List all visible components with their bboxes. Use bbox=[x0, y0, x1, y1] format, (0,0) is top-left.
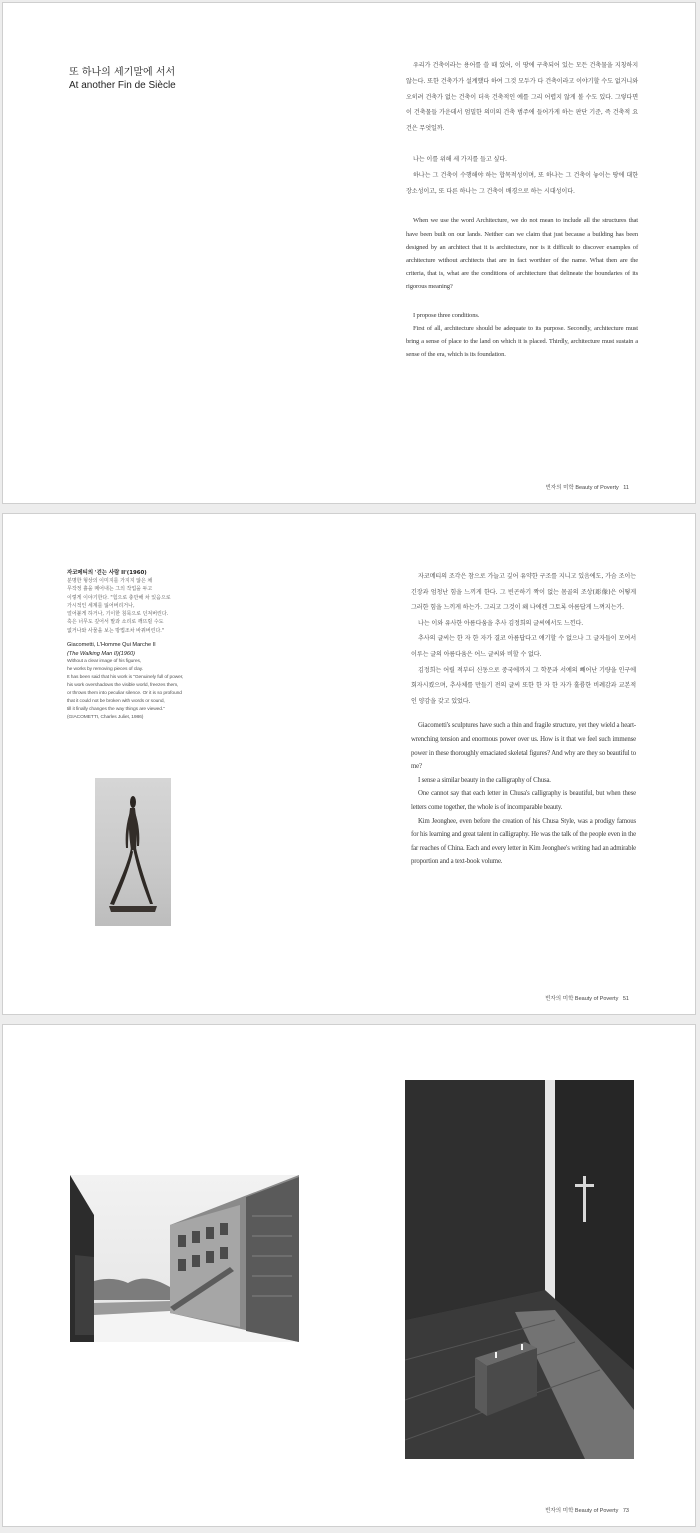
korean-paragraph: 추사의 글씨는 한 자 한 자가 결코 아름답다고 얘기할 수 없으나 그 글자들이 모여서 이루는 글의 아름다움은 어느 글씨와 비할 수 없다. bbox=[411, 635, 636, 658]
page-number: 73 bbox=[622, 1508, 629, 1514]
page-footer bbox=[545, 483, 629, 491]
caption-line-english: Without a clear image of his figures, bbox=[67, 659, 142, 665]
footer-book-title-ko: 빈자의 미학 bbox=[545, 996, 574, 1002]
page2-body-text bbox=[411, 569, 636, 869]
concrete-building-photo bbox=[70, 1175, 299, 1342]
page-number: 11 bbox=[623, 485, 629, 491]
image-caption bbox=[67, 569, 217, 722]
chapter-title-english: At another Fin de Siècle bbox=[69, 80, 176, 91]
caption-line-english: or throws them into peculiar silence. Or it is so profound bbox=[67, 691, 182, 697]
footer-book-title-en: Beauty of Poverty bbox=[574, 1508, 619, 1514]
caption-line-english: that it could not be broken with words or sound, bbox=[67, 699, 165, 705]
book-page-73 bbox=[2, 1024, 696, 1527]
footer-book-title-ko: 빈자의 미학 bbox=[545, 1508, 574, 1514]
english-paragraph: I propose three conditions. bbox=[413, 311, 480, 319]
caption-line-korean: 가시적인 세계를 잃어버리거나, bbox=[67, 602, 135, 609]
english-paragraph: Giacometti's sculptures have such a thin and fragile structure, yet they wield a heart-wrenching tension and enormous power over us. How is it that we feel such immense power in these thoroughly emaciated skeletal figures? And why are they so beautiful to me? bbox=[411, 722, 636, 771]
caption-line-english: his work overshadows the visible world, freezes them, bbox=[67, 683, 179, 689]
footer-book-title-ko: 빈자의 미학 bbox=[545, 485, 574, 491]
footer-book-title-en: Beauty of Poverty bbox=[575, 485, 619, 491]
caption-line-korean: 혹은 너무도 깊어서 말과 소리로 깨뜨릴 수도 bbox=[67, 619, 164, 626]
page1-body-text bbox=[406, 58, 638, 361]
caption-title-korean: 자코메티의 '걷는 사람 II'(1960) bbox=[67, 570, 147, 576]
korean-paragraph: 자코메티의 조각은 참으로 가늘고 깊어 유약한 구조를 지니고 있음에도, 가슴 조이는 긴장과 엄청난 힘을 느끼게 한다. 그 빈곤하기 짝이 없는 몸골의 조상(彫像)은 어떻게 그러한 힘을 느끼게 하는가. 그리고 그것이 왜 나에겐 그토록 아름답게 느껴지는가. bbox=[411, 573, 636, 612]
english-paragraph: Kim Jeonghee, even before the creation of his Chusa Style, was a prodigy famous for his learning and great talent in calligraphy. He was the talk of the people even in the far reaches of China. Each and every letter in Kim Jeonghee's writing had an admirable proportion and a text-book volume. bbox=[411, 817, 636, 866]
page-number: 51 bbox=[622, 996, 629, 1002]
book-page-51 bbox=[2, 513, 696, 1015]
caption-line-korean: 분명한 형상의 이미지를 가지지 않은 채 bbox=[67, 578, 153, 584]
korean-paragraph: 나는 이를 위해 세 가지를 들고 싶다. bbox=[413, 155, 507, 163]
chapel-illustration bbox=[405, 1080, 634, 1459]
english-paragraph: One cannot say that each letter in Chusa's calligraphy is beautiful, but when these letters come together, the whole is of incomparable beauty. bbox=[411, 790, 636, 811]
english-paragraph: First of all, architecture should be adequate to its purpose. Secondly, architecture must bring a sense of place to the land on which it is placed. Thirdly, architecture must sustain a sense of the era, which is its foundation. bbox=[406, 324, 638, 359]
korean-paragraph: 김정희는 어릴 적부터 신동으로 중국에까지 그 학문과 서예의 빼어난 기량을 인구에 회자시켰으며, 추사체를 만들기 전의 글씨 또한 한 자 한 자가 훌륭한 비례감과 교본적인 양감을 갖고 있었다. bbox=[411, 666, 636, 705]
caption-line-english: he works by removing pieces of clay. bbox=[67, 667, 143, 673]
english-paragraph bbox=[406, 214, 638, 293]
caption-title-english: Giacometti, L'Homme Qui Marche II bbox=[67, 642, 156, 649]
sculpture-figure-illustration bbox=[95, 778, 171, 926]
chapter-title-korean: 또 하나의 세기말에 서서 bbox=[69, 67, 176, 78]
korean-paragraph: 우리가 건축이라는 용어를 쓸 때 있어, 이 땅에 구축되어 있는 모든 건축물을 지칭하지 않는다. 또한 건축가가 설계했다 하여 그것 모두가 다 건축이라고 이야기할 수도 없거니와 오히려 건축가 없는 건축이 더욱 건축적인 예를 그리 어렵지 않게 볼 수도 있다. 그렇다면 이 건축물들 가운데서 엄밀한 의미의 건축 범주에 들어가게 하는 판단 기준, 즉 건축적 요건은 무엇일까. bbox=[406, 62, 638, 133]
korean-paragraph: 나는 이와 유사한 아름다움을 추사 김정희의 글씨에서도 느낀다. bbox=[418, 619, 584, 627]
chapel-interior-photo bbox=[405, 1080, 634, 1459]
korean-paragraph: 하나는 그 건축이 수행해야 하는 합목적성이며, 또 하나는 그 건축이 놓이는 땅에 대한 장소성이고, 또 다른 하나는 그 건축이 배경으로 하는 시대성이다. bbox=[406, 171, 638, 195]
english-paragraph: I sense a similar beauty in the calligraphy of Chusa. bbox=[418, 776, 551, 784]
english-paragraph-text: When we use the word Architecture, we do not mean to include all the structures that have been built on our lands. Neither can we claim that just because a building has been designed by an architect that it is architecture, nor is it difficult to discover examples of architecture without architects that are in fact worthier of the name. What then are the criteria, that is, what are the conditions of architecture that delineate the boundaries of its rigorous meaning? bbox=[406, 217, 638, 291]
caption-line-english: till it finally changes the way things are viewed." bbox=[67, 707, 165, 713]
caption-line-korean: 없거나와 사물을 보는 방법조차 바꿔버린다." bbox=[67, 627, 165, 634]
caption-line-english: (GIACOMETTI, Charles Juliet, 1986) bbox=[67, 715, 144, 721]
caption-subtitle-english: (The Walking Man II)(1960) bbox=[67, 650, 135, 657]
caption-line-korean: 이렇게 이야기한다. "힘으로 충만해 차 있음으로 bbox=[67, 594, 171, 601]
page-footer bbox=[545, 1506, 629, 1514]
caption-line-english: It has been said that his work is "Genuinely full of power, bbox=[67, 675, 184, 681]
book-page-11 bbox=[2, 2, 696, 504]
walking-man-sculpture-photo bbox=[95, 778, 171, 926]
caption-line-korean: 얼어붙게 하거나, 기이한 침묵으로 던져버린다. bbox=[67, 611, 169, 618]
caption-line-korean: 무작정 흙을 떼어내는 그의 작업을 두고 bbox=[67, 586, 153, 593]
page-footer bbox=[545, 994, 629, 1002]
footer-book-title-en: Beauty of Poverty bbox=[574, 996, 619, 1002]
building-illustration bbox=[70, 1175, 299, 1342]
